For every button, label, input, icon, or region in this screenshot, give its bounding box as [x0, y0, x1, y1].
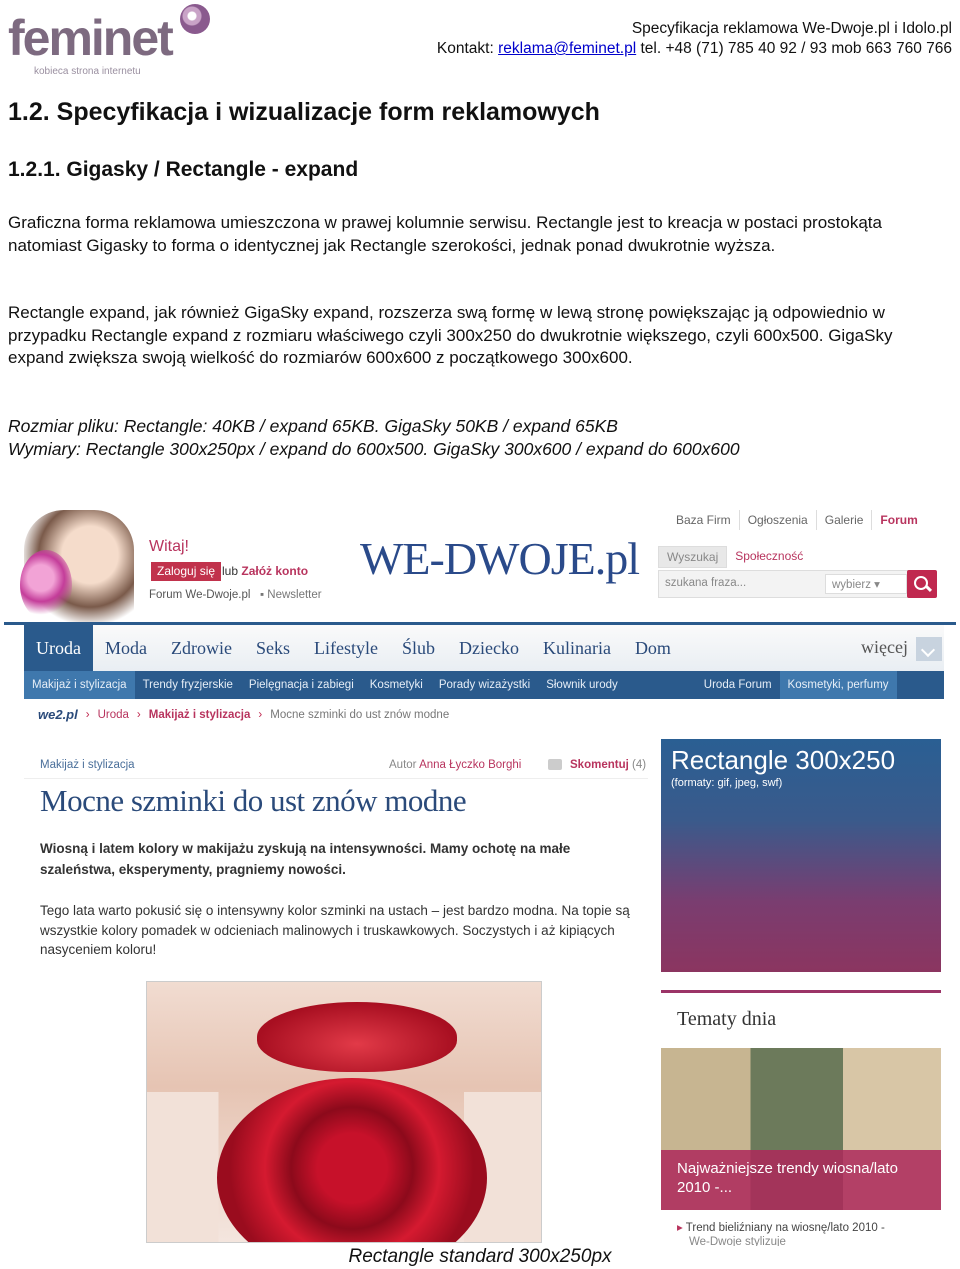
spec-title: Specyfikacja reklamowa We-Dwoje.pl i Idolo.pl [631, 20, 952, 37]
topics-list-item-more: We-Dwoje stylizuje [689, 1236, 786, 1246]
topics-of-the-day [661, 990, 941, 1246]
subnav-uroda-forum[interactable]: Uroda Forum [703, 679, 772, 691]
article-category[interactable]: Makijaż i stylizacja [40, 759, 135, 771]
rectangle-ad[interactable] [661, 739, 941, 972]
logo-dot-icon [180, 4, 210, 34]
topics-title: Tematy dnia [677, 1008, 777, 1030]
author-name[interactable]: Anna Łyczko Borghi [419, 759, 522, 771]
subnav-porady[interactable]: Porady wizażystki [438, 679, 531, 691]
or-text: lub [222, 564, 239, 578]
article-lead: Wiosną i latem kolory w makijażu zyskują na intensywności. Mamy ochotę na małe szaleństwa, eksperymenty, pragniemy nowości. [40, 841, 571, 877]
website-screenshot [4, 496, 956, 1246]
breadcrumb [38, 707, 449, 722]
article-body: Tego lata warto pokusić się o intensywny kolor szminki na ustach – jest bardzo modna. Na topie są wszystkie kolory pomadek w odcieniach malinowych i truskawkowych. Soczystych i aż kipiących nasyceniem koloru! [40, 903, 630, 957]
topics-list-item[interactable]: ▸ Trend bieliźniany na wiosnę/lato 2010 - [677, 1220, 885, 1234]
subnav-pielegnacja[interactable]: Pielęgnacja i zabiegi [248, 679, 354, 691]
nav-seks[interactable]: Seks [255, 637, 290, 658]
article [24, 739, 648, 1244]
register-prompt [222, 564, 308, 578]
article-title: Mocne szminki do ust znów modne [40, 783, 467, 818]
tab-wyszukaj[interactable]: Wyszukaj [658, 546, 727, 568]
ad-formats: (formaty: gif, jpeg, swf) [671, 777, 783, 789]
spec-details [8, 415, 948, 460]
nav-dom[interactable]: Dom [634, 637, 671, 658]
breadcrumb-uroda[interactable]: Uroda [97, 708, 129, 721]
article-author [389, 759, 521, 771]
ad-title: Rectangle 300x250 [671, 745, 896, 775]
search-select-label: wybierz [832, 579, 871, 591]
nav-moda[interactable]: Moda [104, 637, 147, 658]
register-link[interactable]: Załóż konto [241, 564, 309, 578]
forum-link[interactable]: Forum We-Dwoje.pl [149, 589, 251, 601]
author-label: Autor [389, 759, 417, 771]
search-tabs [658, 546, 811, 568]
chevron-right-icon: › [136, 708, 141, 721]
nav-slub[interactable]: Ślub [401, 637, 435, 658]
subnav-trendy[interactable]: Trendy fryzjerskie [142, 679, 233, 691]
contact-phone: tel. +48 (71) 785 40 92 / 93 mob 663 760 766 [640, 40, 952, 57]
description-paragraph-2: Rectangle expand, jak również GigaSky expand, rozszerza swą formę w lewą stronę powiększając ją odpowiednio w przypadku Rectangle expand z rozmiaru właściwego czyli 300x250 do dwukrotnie większego, czyli 600x500. GigaSky expand zwiększa swoją wielkość do rozmiarów 600x600 z początkowego 300x600. [8, 303, 893, 367]
we-dwoje-logo[interactable]: WE-DWOJE.pl [360, 533, 639, 584]
nav-kulinaria[interactable]: Kulinaria [542, 637, 611, 658]
top-links [668, 510, 926, 530]
subnav-kosmetyki[interactable]: Kosmetyki [369, 679, 423, 691]
subnav-makijaz[interactable]: Makijaż i stylizacja [24, 671, 135, 699]
nav-lifestyle[interactable]: Lifestyle [313, 637, 378, 658]
subsection-heading: 1.2.1. Gigasky / Rectangle - expand [8, 158, 359, 181]
search-select[interactable]: wybierz ▾ [825, 574, 907, 594]
nav-uroda[interactable]: Uroda [24, 625, 93, 671]
nav-zdrowie[interactable]: Zdrowie [170, 637, 232, 658]
comment-link[interactable] [570, 759, 646, 771]
breadcrumb-makijaz[interactable]: Makijaż i stylizacja [148, 708, 251, 721]
sub-nav [24, 671, 944, 699]
description-paragraph-1: Graficzna forma reklamowa umieszczona w prawej kolumnie serwisu. Rectangle jest to kreacja w postaci prostokąta natomiast Gigasky to forma o identycznej jak Rectangle szerokości, jednak ponad dwukrotnie wyższa. [8, 213, 882, 255]
contact-line [437, 39, 952, 59]
greeting: Witaj! [149, 538, 189, 555]
main-nav [24, 625, 944, 671]
nav-more[interactable]: więcej [861, 637, 908, 657]
chevron-right-icon: › [258, 708, 263, 721]
search-icon[interactable] [907, 570, 937, 598]
chevron-right-icon: › [85, 708, 90, 721]
figure-caption: Rectangle standard 300x250px [348, 1246, 612, 1267]
subnav-kosmetyki-perfumy[interactable]: Kosmetyki, perfumy [780, 671, 897, 699]
tab-spolecznosc[interactable]: Społeczność [735, 549, 804, 563]
top-link-forum[interactable]: Forum [880, 513, 918, 527]
breadcrumb-home[interactable]: we2.pl [38, 707, 78, 722]
newsletter-label: Newsletter [267, 589, 322, 601]
logo-tagline: kobieca strona internetu [34, 66, 141, 77]
nav-dziecko[interactable]: Dziecko [458, 637, 519, 658]
document-header-info [437, 19, 952, 59]
chevron-down-icon[interactable] [916, 637, 942, 661]
orchid-image [20, 550, 72, 620]
login-button[interactable]: Zaloguj się [151, 562, 221, 581]
topics-caption[interactable]: Najważniejsze trendy wiosna/lato 2010 -... [677, 1160, 898, 1196]
search-input[interactable]: szukana fraza... [665, 577, 747, 589]
contact-label: Kontakt: [436, 40, 494, 57]
breadcrumb-current: Mocne szminki do ust znów modne [270, 708, 450, 721]
newsletter-link[interactable]: ▪ Newsletter [260, 589, 322, 601]
file-size-spec: Rozmiar pliku: Rectangle: 40KB / expand 65KB. GigaSky 50KB / expand 65KB [8, 416, 618, 436]
comment-count: (4) [632, 759, 647, 771]
search-box [658, 570, 912, 598]
image-lips [257, 1002, 457, 1072]
logo-wordmark: feminet [8, 10, 172, 66]
topics-divider [661, 990, 941, 993]
feminet-logo [8, 4, 208, 80]
top-link-ogloszenia[interactable]: Ogłoszenia [740, 510, 817, 530]
comment-label: Skomentuj [570, 759, 629, 771]
top-link-baza-firm[interactable]: Baza Firm [668, 510, 740, 530]
contact-email-link[interactable]: reklama@feminet.pl [498, 40, 637, 57]
dimensions-spec: Wymiary: Rectangle 300x250px / expand do 600x500. GigaSky 300x600 / expand do 600x600 [8, 438, 740, 459]
top-link-galerie[interactable]: Galerie [817, 510, 873, 530]
lipstick-rose-image [146, 981, 542, 1243]
subnav-slownik[interactable]: Słownik urody [546, 679, 618, 691]
comment-icon [548, 759, 562, 770]
section-heading: 1.2. Specyfikacja i wizualizacje form reklamowych [8, 98, 600, 126]
